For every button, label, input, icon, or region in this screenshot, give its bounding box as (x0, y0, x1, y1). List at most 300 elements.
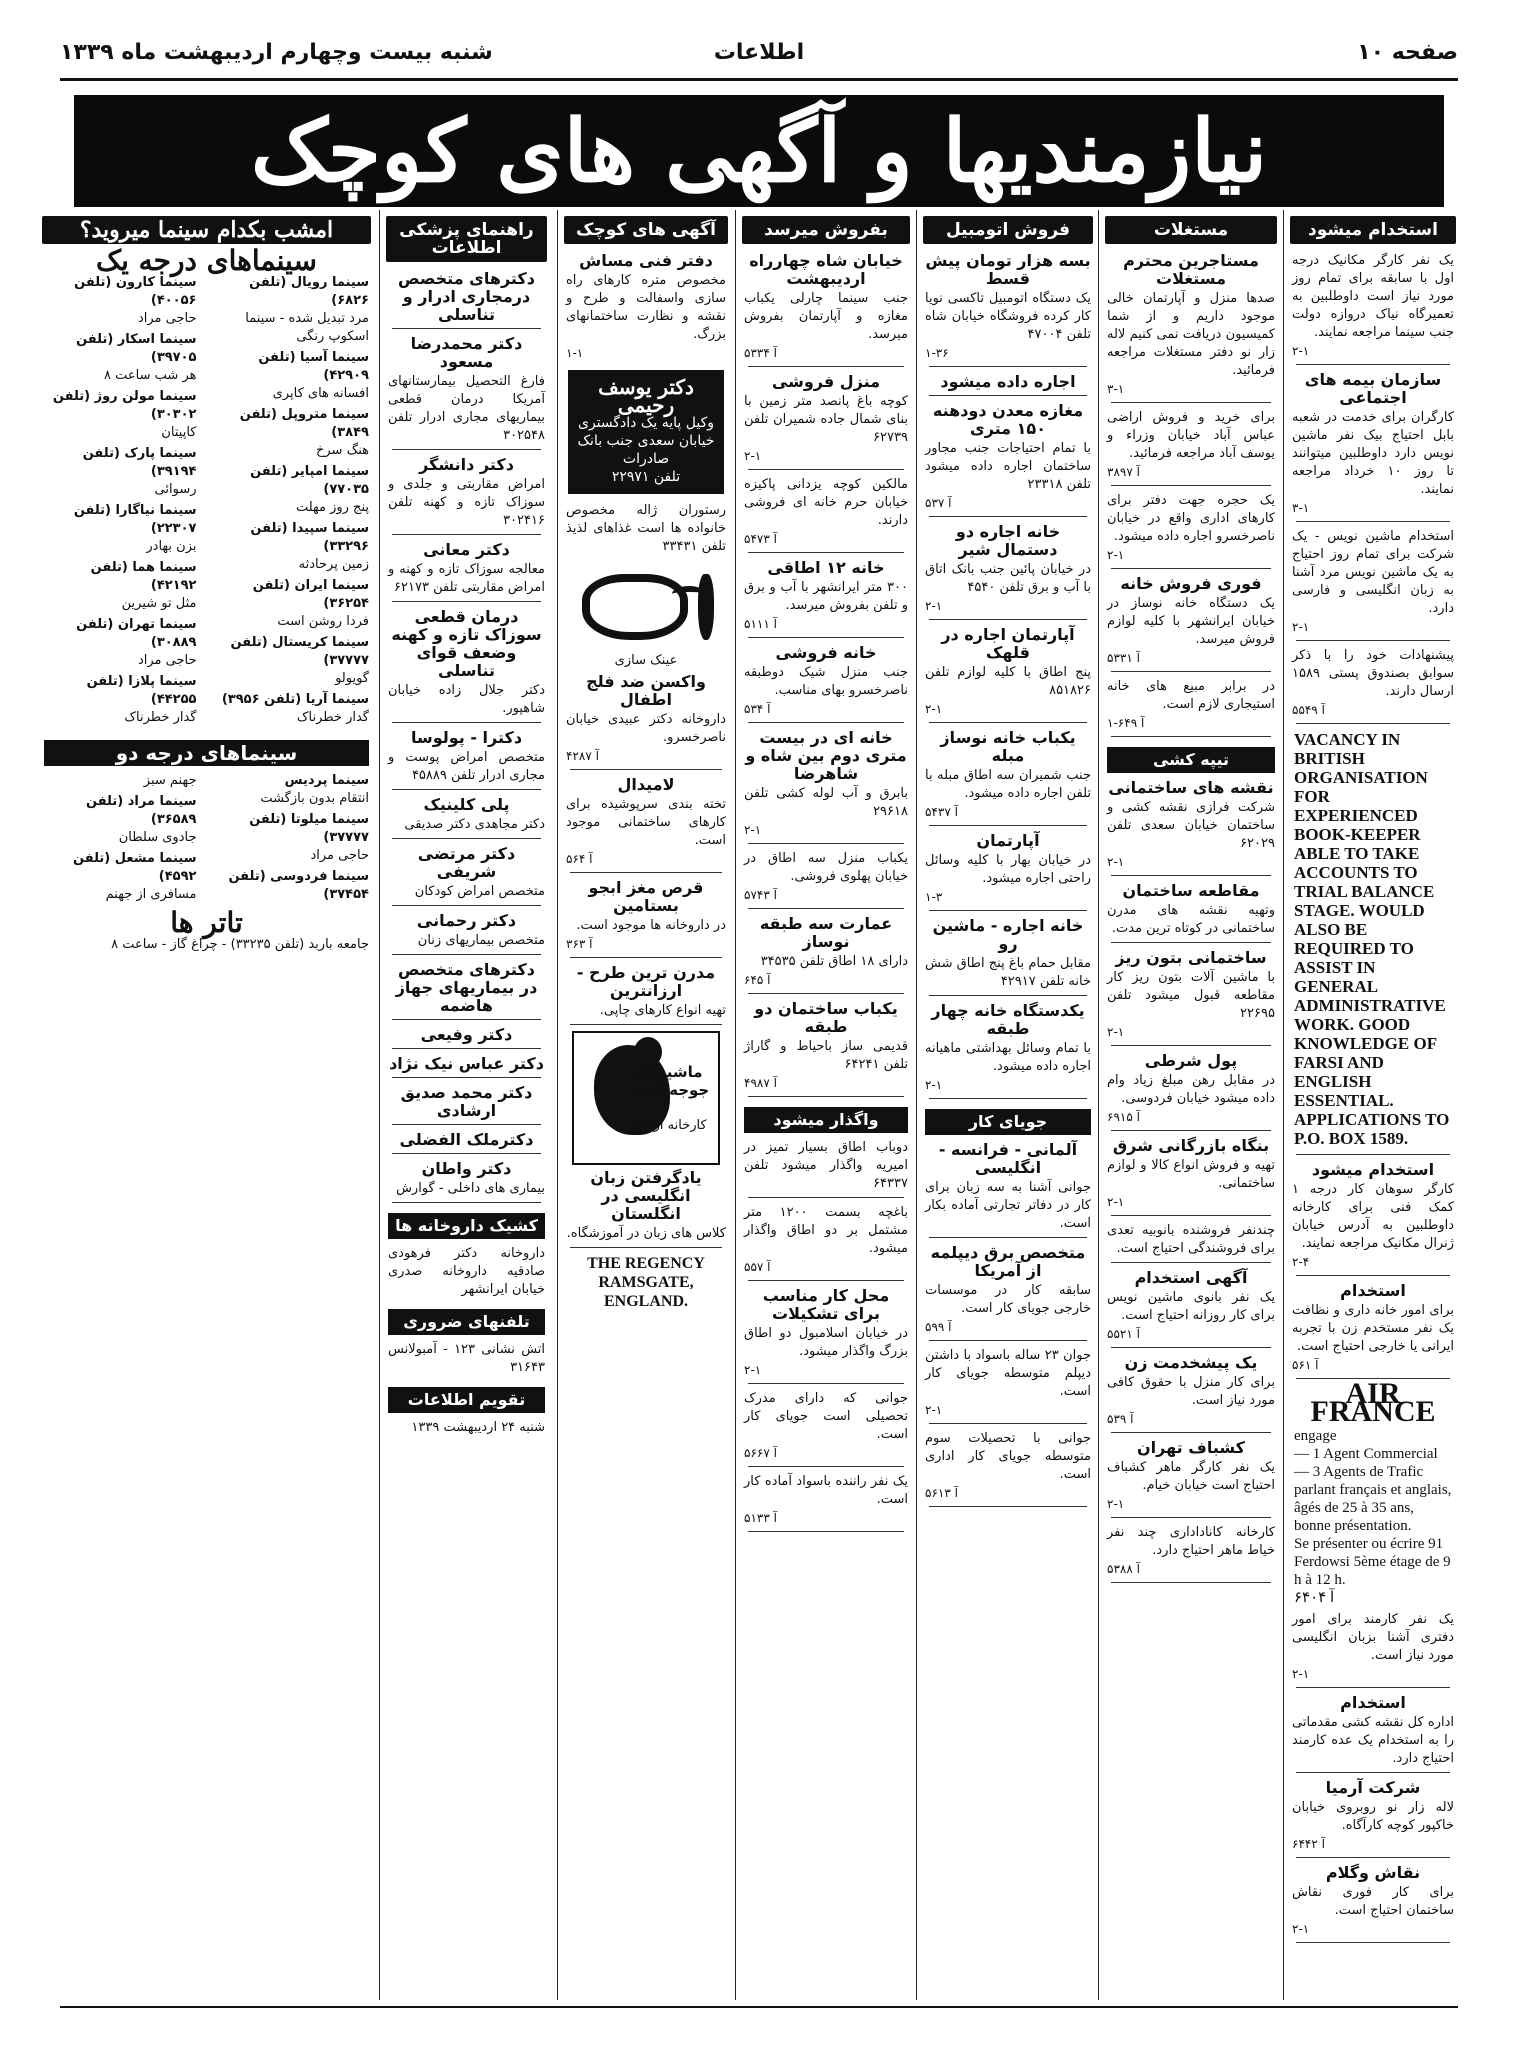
cinema-name: سینما فردوسی (تلفن ۳۷۴۵۴) (228, 869, 369, 902)
column-divider (916, 210, 917, 2000)
section-title: واگذار میشود (744, 1107, 908, 1133)
ad-body: قدیمی ساز باحیاط و گاراژ تلفن ۶۴۲۴۱ (744, 1039, 908, 1072)
divider (929, 366, 1087, 367)
ad-item (1292, 252, 1454, 360)
ad-item (1107, 678, 1275, 732)
column-title: فروش اتومبیل (923, 216, 1093, 244)
section-body: شنبه ۲۴ اردیبهشت ۱۳۳۹ (411, 1420, 545, 1435)
ad-body: ۳۰۰ متر ایرانشهر با آب و برق و تلفن بفروش میرسد. (744, 580, 908, 613)
divider (1111, 671, 1271, 672)
ad-number: ۲-۱ (1292, 620, 1310, 634)
divider (392, 449, 541, 450)
ad-title: یکباب خانه نوساز مبله (940, 728, 1076, 765)
divider (1296, 1275, 1450, 1276)
cinema-listing (217, 406, 370, 460)
ad-item (1107, 409, 1275, 481)
ad-body: جوان ۲۳ ساله باسواد با داشتن دیپلم متوسطه جویای کار است. (925, 1348, 1092, 1399)
ad-body: رستوران ژاله مخصوص خانواده ها است غذاهای لذیذ تلفن ۳۳۴۳۱ (566, 503, 726, 554)
ad-title: دکتر مرتضی شریفی (417, 844, 516, 881)
ad-body: در مقابل رهن مبلغ زیاد وام داده میشود خیابان فردوسی. (1107, 1073, 1275, 1106)
ad-title: دکتر وفیعی (420, 1025, 513, 1044)
ad-body: یک دستگاه اتومبیل تاکسی نویا کار کرده فروشگاه خیابان شاه تلفن ۴۷۰۰۴ (925, 291, 1091, 342)
ad-number: آ ۵۳۳۴ (744, 346, 777, 360)
ad-body: پنج اطاق با کلیه لوازم تلفن ۸۵۱۸۲۶ (925, 665, 1091, 698)
ad-number: آ ۶۴۹-۱ (1107, 716, 1145, 730)
divider (1296, 1857, 1450, 1858)
ad-item (1292, 1282, 1454, 1374)
ad-item (1107, 1137, 1275, 1211)
ad-number: ۳-۱ (1107, 382, 1125, 396)
divider (1111, 1517, 1271, 1518)
film-title: رسوائی (154, 482, 197, 497)
ad-item (1107, 1269, 1275, 1343)
ad-number: آ ۶۴۵ (744, 973, 771, 987)
ad-number: ۲-۱ (1107, 1497, 1125, 1511)
ad-list (740, 252, 912, 1097)
ad-title: آپارتمان اجاره در قلهک (941, 625, 1075, 662)
ad-list (1103, 252, 1279, 737)
cinema-name: سینما آریا (تلفن ۳۹۵۶) (221, 692, 369, 707)
ad-number: آ ۶۴۴۲ (1292, 1837, 1325, 1851)
ad-list (921, 252, 1095, 1099)
divider (392, 1048, 541, 1049)
divider (748, 722, 904, 723)
cinema-name: سینما امپایر (تلفن ۷۷۰۳۵) (250, 464, 369, 497)
ad-list (1288, 252, 1458, 724)
divider (1111, 1582, 1271, 1583)
ad-number: آ ۵۶۶۷ (744, 1446, 777, 1460)
ad-number: ۲-۱ (744, 823, 762, 837)
ad-number: ۱-۳۶ (925, 346, 949, 360)
column-medical-guide (384, 210, 549, 2000)
film-title: حاجی مراد (137, 311, 197, 326)
column-cars-rentals (921, 210, 1095, 2000)
ad-item (744, 1287, 908, 1379)
ad-title: قرص مغز ابجو بستامین (588, 878, 704, 915)
film-title: فردا روشن است (277, 614, 369, 629)
ad-body: در خیابان بهار با کلیه وسائل راحتی اجاره میشود. (925, 853, 1091, 886)
ad-body: کلاس های زبان در آموزشگاه. (566, 1226, 726, 1241)
ad-item (1292, 1779, 1454, 1853)
ad-body: یکباب منزل سه اطاق در خیابان پهلوی فروشی. (744, 851, 908, 884)
ad-body: متخصص امراض کودکان (414, 884, 545, 899)
section-title: تقویم اطلاعات (388, 1387, 545, 1413)
ad-body: در داروخانه ها موجود است. (576, 918, 726, 933)
divider (392, 789, 541, 790)
divider (392, 722, 541, 723)
ad-title: خانه ۱۲ اطاقی (767, 558, 885, 577)
ad-body: استخدام ماشین نویس - یک شرکت برای تمام روز احتیاج به یک ماشین نویس مرد آشنا به زبان انگلیسی و فارسی دارد. (1292, 529, 1454, 616)
ad-item (388, 541, 545, 597)
ad-item (388, 608, 545, 718)
ad-number: آ ۵۳۳۱ (1107, 651, 1140, 665)
cinema-listing (217, 274, 370, 346)
ad-title: دکترهای متخصص درمجاری ادرار و تناسلی (398, 269, 535, 324)
ad-list (384, 270, 549, 1203)
ad-item (388, 456, 545, 530)
issue-date: شنبه بیست وچهارم اردیبهشت ماه ۱۳۳۹ (60, 40, 493, 65)
ad-number: آ ۵۷۴۳ (744, 888, 777, 902)
ad-item (925, 1430, 1091, 1502)
incubator-line: کارخانه ارجمند (627, 1118, 707, 1133)
ad-item (1292, 647, 1454, 719)
divider (1111, 485, 1271, 486)
cinema-name: سینما ایران (تلفن ۳۶۲۵۴) (252, 578, 369, 611)
ad-number: آ ۵۱۱۱ (744, 617, 777, 631)
ad-body: فارغ التحصیل بیمارستانهای آمریکا درمان قطعی بیماریهای مجاری ادرار تلفن ۳۰۲۵۴۸ (388, 374, 545, 443)
ad-body: یک نفر راننده باسواد آماده کار است. (744, 1474, 908, 1507)
ad-item (925, 832, 1091, 906)
divider (929, 1237, 1087, 1238)
divider (1111, 875, 1271, 876)
footer-rule (60, 2006, 1458, 2008)
divider (1111, 402, 1271, 403)
ad-title: درمان قطعی سوزاک تازه و کهنه وضعف قوای تناسلی (391, 607, 542, 680)
cinema-class-title: سینماهای درجه یک (96, 244, 317, 277)
cinema-listing (44, 502, 197, 556)
ad-item (925, 523, 1091, 615)
ad-number: آ ۵۶۴ (566, 852, 593, 866)
box-title: دکتر یوسف رحیمی (598, 375, 694, 417)
divider (1111, 568, 1271, 569)
divider (748, 993, 904, 994)
ad-item (1107, 779, 1275, 871)
ad-item (744, 476, 908, 548)
ad-item (744, 252, 908, 362)
divider (1296, 1772, 1450, 1773)
ad-title: مقاطعه ساختمان (1122, 881, 1260, 900)
column-divider (1283, 210, 1284, 2000)
ad-title: آلمانی - فرانسه - انگلیسی (938, 1140, 1078, 1177)
theatre-listing: جامعه باربد (تلفن ۳۳۲۳۵) - چراغ گاز - ساعت ۸ (111, 936, 369, 952)
ad-number: ۲-۱ (1107, 1025, 1125, 1039)
divider (748, 1466, 904, 1467)
ad-title: خانه ای در بیست متری دوم بین شاه و شاهرضا (745, 728, 907, 783)
divider (748, 637, 904, 638)
ad-title: دکتر رحمانی (416, 911, 517, 930)
ad-item (744, 1204, 908, 1276)
cinema-listing (217, 349, 370, 403)
air-france-title: AIR FRANCE (1310, 1377, 1436, 1428)
ad-number: ۲-۱ (744, 1363, 762, 1377)
ad-title: نقشه های ساختمانی (1108, 778, 1274, 797)
ad-body: معالجه سوزاک تازه و کهنه و امراض مقاربتی تلفن ۶۲۱۷۳ (388, 562, 545, 595)
ad-line: parlant français et anglais, âgés de 25 à 35 ans, bonne présentation. (1294, 1482, 1452, 1534)
ad-item (388, 270, 545, 324)
film-title: جهنم سبز (143, 773, 197, 788)
ad-body: مخصوص متره کارهای راه سازی واسفالت و طرح و نقشه و نظارت ساختمانهای بزرگ. (566, 273, 726, 342)
ad-list (1288, 1611, 1458, 1943)
ad-body: دارای ۱۸ اطاق تلفن ۳۴۵۳۵ (760, 954, 908, 969)
divider (929, 995, 1087, 996)
ad-title: بنگاه بازرگانی شرق (1112, 1136, 1270, 1155)
ad-line: engage (1294, 1428, 1337, 1444)
ad-item (925, 1347, 1091, 1419)
column-divider (379, 210, 380, 2000)
cinema-name: سینما پردیس (284, 773, 369, 788)
ad-title: سازمان بیمه های اجتماعی (1304, 370, 1442, 407)
ad-item (1107, 1354, 1275, 1428)
incubator-title: ماشینهای جوجه کشی (624, 1063, 710, 1099)
ad-body: تهیه انواع کارهای چاپی. (599, 1003, 726, 1018)
ad-line: — 3 Agents de Trafic (1294, 1464, 1424, 1480)
ad-item (1107, 882, 1275, 938)
english-vacancy-ad: VACANCY IN BRITISH ORGANISATION FOR EXPERIENCED BOOK-KEEPER ABLE TO TAKE ACCOUNTS TO TRIAL BALANCE STAGE. WOULD ALSO BE REQUIRED TO ASSIST IN GENERAL ADMINISTRATIVE WORK. GOOD KNOWLEDGE OF FARSI AND ENGLISH ESSENTIAL. APPLICATIONS TO P.O. BOX 1589. (1294, 730, 1450, 1148)
ad-body: کوچه باغ پانصد متر زمین با بنای شمال جاده شمیران تلفن ۶۲۷۳۹ (744, 394, 908, 445)
ad-list (740, 1139, 912, 1532)
ad-list (562, 673, 730, 1025)
ad-title: دکتر معانی (423, 540, 510, 559)
ad-number: آ ۵۱۳۳ (744, 1511, 777, 1525)
ad-number: آ ۵۹۹ (925, 1320, 952, 1334)
ad-body: جوانی که دارای مدرک تحصیلی است جویای کار است. (744, 1391, 908, 1442)
divider (392, 954, 541, 955)
film-title: مسافری از جهنم (105, 887, 197, 902)
ad-number: آ ۳۶۳ (566, 937, 593, 951)
divider (748, 1280, 904, 1281)
cinema-listing (44, 616, 197, 670)
lens-right (698, 574, 714, 640)
divider (1296, 1154, 1450, 1155)
ad-body: لاله زار نو روبروی خیابان خاکپور کوچه کارآگاه. (1292, 1800, 1454, 1833)
ad-item (388, 845, 545, 901)
divider (570, 1024, 722, 1025)
divider (1111, 1432, 1271, 1433)
ad-body: کارخانه کاناداداری چند نفر خیاط ماهر احتیاج دارد. (1107, 1525, 1275, 1558)
divider (392, 601, 541, 602)
divider (748, 1383, 904, 1384)
cinema-name: سینما اسکار (تلفن ۳۹۷۰۵) (76, 332, 197, 365)
ad-list (1103, 1222, 1279, 1583)
ad-item (388, 1026, 545, 1044)
column-cinemas (40, 210, 373, 2000)
ad-item (925, 729, 1091, 821)
cinema-listing (217, 520, 370, 574)
ad-title: نقاش وگلام (1325, 1863, 1421, 1882)
ad-item (1107, 949, 1275, 1041)
ad-number: ۲-۱ (744, 449, 762, 463)
ad-title: آگهی استخدام (1134, 1268, 1248, 1287)
divider (392, 328, 541, 329)
ad-title: متخصص برق دیپلمه از آمریکا (930, 1243, 1086, 1280)
ad-body: جنب شمیران سه اطاق مبله با تلفن اجاره داده میشود. (925, 768, 1091, 801)
ad-item (388, 961, 545, 1015)
ad-body: وتهیه نقشه های مدرن ساختمانی در کوتاه ترین مدت. (1107, 903, 1275, 936)
cinema-listing (217, 811, 370, 865)
ad-item (925, 1244, 1091, 1336)
ad-number: آ ۵۶۱ (1292, 1358, 1319, 1372)
ad-body: یک نفر کارمند برای امور دفتری آشنا بزبان انگلیسی مورد نیاز است. (1292, 1612, 1454, 1663)
divider (1111, 736, 1271, 737)
lawyer-ad-box (568, 370, 724, 494)
ad-number: ۲-۱ (925, 599, 943, 613)
film-title: گویولو (335, 671, 369, 686)
divider (392, 838, 541, 839)
film-title: گدار خطرناک (124, 710, 197, 725)
ad-item (925, 1002, 1091, 1094)
ad-item (744, 1473, 908, 1527)
ad-body: یک حجره جهت دفتر برای کارهای اداری واقع در خیابان ناصرخسرو اجاره داده میشود. (1107, 493, 1275, 544)
ad-body: اداره کل نقشه کشی مقدماتی را به استخدام یک عده کارمند احتیاج دارد. (1292, 1715, 1454, 1766)
column-title: راهنمای پزشکی اطلاعات (386, 216, 547, 262)
ad-title: اجاره داده میشود (940, 372, 1076, 391)
ad-number: آ ۶۴۰۴ (1294, 1590, 1335, 1606)
divider (1296, 364, 1450, 365)
ad-item (1107, 252, 1275, 398)
ad-title: مدرن ترین طرح - ارزانترین (576, 963, 716, 1000)
ad-item (388, 1084, 545, 1120)
ad-number: آ ۵۵۲۱ (1107, 1327, 1140, 1341)
divider (929, 910, 1087, 911)
lens-left (582, 574, 688, 640)
ad-title: محل کار مناسب برای تشکیلات (762, 1286, 890, 1323)
ad-number: ۲-۱ (1107, 855, 1125, 869)
ad-title: دکتر محمد صدیق ارشادی (400, 1083, 533, 1120)
divider (929, 1506, 1087, 1507)
box-line: وکیل پایه یک دادگستری (577, 415, 714, 431)
column-employment (1288, 210, 1458, 2000)
cinema-list (40, 772, 373, 906)
ad-title: آپارتمان (976, 831, 1040, 850)
cinema-name: سینما میلوتا (تلفن ۳۷۷۷۷) (249, 812, 369, 845)
ad-number: آ ۵۳۹ (1107, 1412, 1134, 1426)
film-title: زمین پرحادثه (298, 557, 369, 572)
ad-title: استخدام (1340, 1281, 1406, 1300)
ad-body: بابرق و آب لوله کشی تلفن ۲۹۶۱۸ (744, 786, 908, 819)
ad-body: جنب سینما چارلی یکباب مغازه و آپارتمان بفروش میرسد. (744, 291, 908, 342)
cinema-name: سینما پارک (تلفن ۳۹۱۹۴) (82, 446, 197, 479)
divider (1296, 1687, 1450, 1688)
cinema-name: سینما کریستال (تلفن ۳۷۷۷۷) (230, 635, 369, 668)
ad-body: سابقه کار در موسسات خارجی جویای کار است. (925, 1283, 1091, 1316)
ad-number: آ ۵۶۱۳ (925, 1486, 958, 1500)
ad-title: خانه اجاره - ماشین رو (932, 916, 1084, 953)
column-for-sale (740, 210, 912, 2000)
ad-item (388, 1160, 545, 1198)
ad-body: چندنفر فروشنده بانوبیه تعدی برای فروشندگی احتیاج است. (1107, 1223, 1275, 1256)
film-title: حاجی مراد (310, 848, 369, 863)
divider (748, 1531, 904, 1532)
ad-item (1292, 528, 1454, 636)
film-title: هر شب ساعت ۸ (104, 368, 197, 383)
ad-body: شرکت فرازی نقشه کشی و ساختمان خیابان سعدی تلفن ۶۲۰۲۹ (1107, 800, 1275, 851)
cinema-name: سینما نیاگارا (تلفن ۲۲۳۰۷) (73, 503, 197, 536)
film-title: کاپیتان (161, 425, 197, 440)
cinema-listing (217, 772, 370, 808)
paper-name: اطلاعات (713, 40, 805, 65)
divider (929, 722, 1087, 723)
ad-title: پلی کلینیک (423, 795, 510, 814)
ad-list (562, 1169, 730, 1248)
cinema-name: سینما متروپل (تلفن ۳۸۴۹) (239, 407, 369, 440)
ad-body: تخته بندی سرپوشیده برای کارهای ساختمانی موجود است. (566, 797, 726, 848)
ad-item (744, 915, 908, 989)
column-title: امشب بکدام سینما میروید؟ (42, 216, 371, 244)
air-france-body (1294, 1427, 1452, 1589)
ad-number: آ ۵۳۷ (925, 496, 952, 510)
divider (1111, 1045, 1271, 1046)
divider (392, 1153, 541, 1154)
ad-number: آ ۳۸۹۷ (1107, 465, 1140, 479)
ad-title: مغازه معدن دودهنه ۱۵۰ متری (932, 401, 1084, 438)
ad-title: دکترهای متخصص در بیماریهای جهاز هاضمه (395, 960, 538, 1015)
cinema-listing (217, 577, 370, 631)
ad-title: دفتر فنی مساش (579, 251, 713, 270)
cinema-name: سینما آسیا (تلفن ۴۲۹۰۹) (258, 350, 369, 383)
ad-title: دکترملک الفضلی (399, 1130, 534, 1149)
divider (929, 825, 1087, 826)
column-title: آگهی های کوچک (564, 216, 728, 244)
divider (392, 1124, 541, 1125)
cinema-listing (44, 274, 197, 328)
cinema-listing (44, 793, 197, 847)
ad-title: فوری فروش خانه (1120, 574, 1262, 593)
ad-body: کارگران برای خدمت در شعبه بابل احتیاج بیک نفر ماشین نویس دارد داوطلبین میتوانند تا روز ۱۰ خرداد مراجعه نمایند. (1292, 410, 1454, 497)
ad-title: دکتر عباس نیک نژاد (389, 1054, 544, 1073)
ad-body: برای کار فوری نقاش ساختمان احتیاج است. (1292, 1885, 1454, 1918)
ad-number: ۲-۴ (1292, 1255, 1310, 1269)
regency-ad: THE REGENCY RAMSGATE, ENGLAND. (587, 1255, 705, 1310)
ad-title: یادگرفتن زبان انگلیسی در انگلستان (590, 1168, 702, 1223)
ad-number: آ ۵۳۸۸ (1107, 1562, 1140, 1576)
cinema-listing (217, 691, 370, 727)
incubator-illustration (572, 1031, 720, 1165)
ad-item (566, 502, 726, 556)
ad-item (925, 1141, 1091, 1233)
ad-body: جوانی آشنا به سه زبان برای کار در دفاتر تجارتی آماده بکار است. (925, 1180, 1091, 1231)
ad-item (1107, 1222, 1275, 1258)
cinema-name: سینما هما (تلفن ۴۲۱۹۲) (90, 560, 197, 593)
eyeglasses-illustration (568, 564, 724, 644)
ad-item (744, 644, 908, 718)
box-line: خیابان سعدی جنب بانک صادرات (577, 433, 715, 467)
film-title: جادوی سلطان (118, 830, 197, 845)
ad-body: در خیابان پائین جنب بانک اتاق با آب و برق تلفن ۴۵۴۰ (925, 562, 1091, 595)
section-title: تیپه کشی (1107, 747, 1275, 773)
divider (570, 957, 722, 958)
divider (748, 552, 904, 553)
cinema-listing (44, 445, 197, 499)
ad-number: ۲-۱ (1107, 1195, 1125, 1209)
ad-body: صدها منزل و آپارتمان خالی موجود داریم و از شما کمیسیون دریافت نمی کنیم لاله زار نو دفتر مستغلات مراجعه فرمائید. (1107, 291, 1275, 378)
ad-title: واکسن ضد فلج اطفال (586, 672, 706, 709)
theatre-title: تاتر ها (170, 905, 243, 939)
ad-item (925, 626, 1091, 718)
ad-item (1107, 1524, 1275, 1578)
ad-list (921, 1141, 1095, 1507)
ad-title: عمارت سه طبقه نوساز (759, 914, 893, 951)
divider (392, 534, 541, 535)
ad-item (1107, 575, 1275, 667)
ad-item (1107, 1052, 1275, 1126)
ad-number: ۲-۱ (1107, 548, 1125, 562)
column-divider (557, 210, 558, 2000)
ad-number: ۲-۱ (925, 1078, 943, 1092)
ad-item (566, 252, 726, 362)
cinema-name: سینما رویال (تلفن ۶۸۲۶) (249, 275, 369, 308)
ad-item (925, 252, 1091, 362)
cinema-listing (44, 388, 197, 442)
cinema-listing (44, 850, 197, 904)
ad-item (388, 1131, 545, 1149)
cinema-name: سینما مشعل (تلفن ۴۵۹۲) (73, 851, 197, 884)
divider (1111, 1130, 1271, 1131)
ad-body: دکتر جلال زاده خیابان شاهپور. (388, 683, 545, 716)
ad-item (1292, 1611, 1454, 1683)
ad-item (1292, 1694, 1454, 1768)
column-real-estate (1103, 210, 1279, 2000)
cinema-listing (44, 559, 197, 613)
